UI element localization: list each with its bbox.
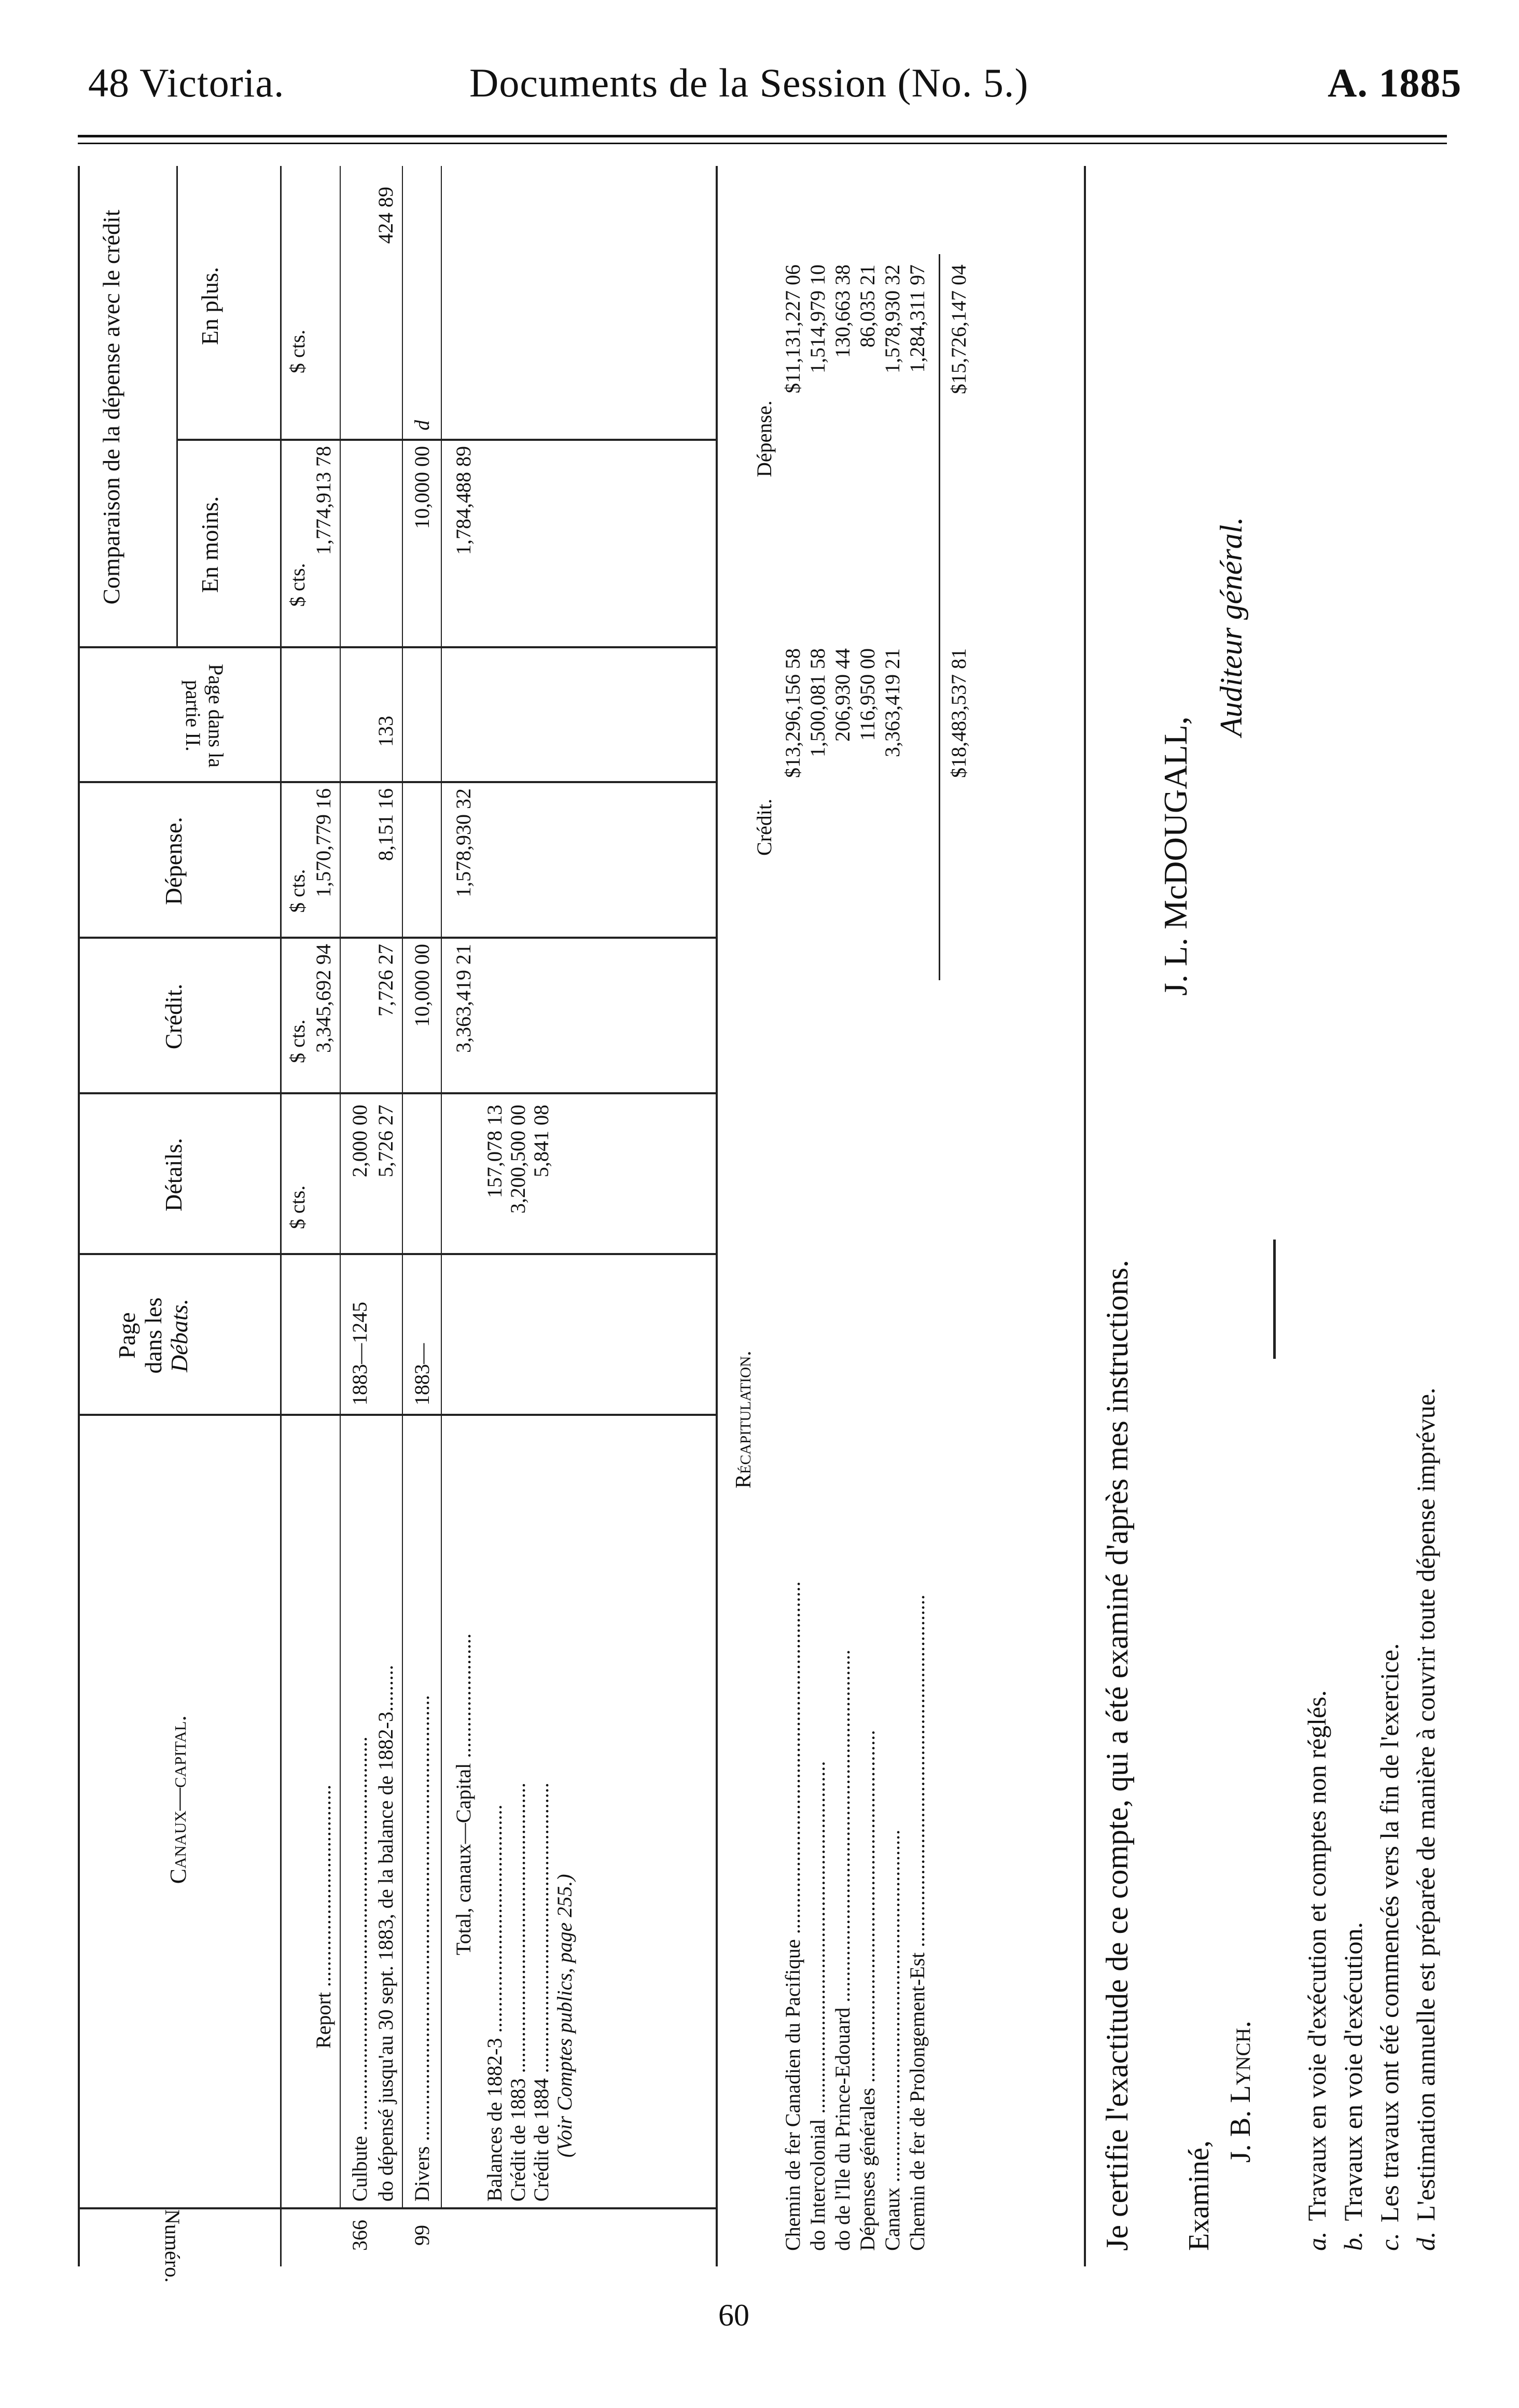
row-rule: [402, 166, 403, 2209]
comparaison-header: Comparaison de la dépense avec le crédit: [98, 210, 124, 605]
page-debats-header: [114, 1265, 193, 1405]
header-rule: [78, 135, 1447, 137]
header-bottom-rule: [280, 166, 282, 2266]
footnote-mark: b.: [1339, 2231, 1368, 2251]
header-rule-double: [78, 143, 1447, 144]
auditor-name: J. L. McDOUGALL,: [1157, 716, 1194, 996]
row-99-label: Divers ......................................................................................: [410, 1695, 434, 2202]
recap-row-depense: 86,035 21: [856, 265, 879, 347]
balance-2-text: Crédit de 1883: [506, 2078, 529, 2202]
document-title: Documents de la Session (No. 5.): [469, 60, 1029, 105]
row-99-credit: 10,000 00: [410, 944, 434, 1027]
footnote-text: Travaux en voie d'exécution et comptes non réglés.: [1302, 1690, 1331, 2221]
table-bottom-rule: [716, 166, 718, 2266]
row-366-text: Culbute: [348, 2136, 371, 2202]
footnote-mark: c.: [1375, 2233, 1404, 2251]
recap-title: Récapitulation.: [732, 1351, 756, 1488]
report-credit: 3,345,692 94: [312, 944, 335, 1053]
row-366-depense: 8,151 16: [374, 788, 397, 861]
footnote-text: L'estimation annuelle est préparée de manière à couvrir toute dépense imprévue.: [1411, 1387, 1440, 2221]
recap-row-text: do de l'Ile du Prince-Edouard: [831, 2007, 854, 2251]
row-366-partie: 133: [374, 716, 397, 747]
comparaison-split-rule: [176, 166, 178, 648]
row-366-plus: 424 89: [374, 187, 397, 244]
row-366-credit: 7,726 27: [374, 944, 397, 1017]
recap-credit-header: Crédit.: [752, 799, 776, 856]
balance-note: (Voir Comptes publics, page 255.): [553, 1874, 576, 2158]
row-99-note-mark: d: [410, 420, 434, 430]
balance-line-2: Crédit de 1883 ........................................................: [506, 1783, 529, 2202]
recap-total-depense: $15,726,147 04: [947, 265, 970, 394]
total-depense: 1,578,930 32: [452, 788, 475, 897]
report-depense: 1,570,779 16: [312, 788, 335, 897]
auditor-title: Auditeur général.: [1214, 517, 1248, 736]
footnote: [1302, 1690, 1332, 2251]
page-partie-header: Page dans la partie II.: [182, 664, 228, 768]
canaux-capital-header: Canaux—capital.: [165, 1715, 191, 1884]
col-divider: [78, 937, 716, 939]
balance-line-3: Crédit de 1884 ........................................................: [529, 1783, 553, 2202]
examine-label: Examiné,: [1183, 2140, 1215, 2251]
recap-row-depense: 130,663 38: [831, 265, 854, 358]
report-label: Report .......................................: [312, 1785, 335, 2049]
recap-row-label: do de l'Ile du Prince-Edouard ....................................................................: [831, 1649, 854, 2251]
row-366-page: 1883—1245: [348, 1302, 371, 1405]
row-366-label: Culbute ............................................................................: [348, 1736, 371, 2202]
recap-row-label: Chemin de fer de Prolongement-Est ....................................................................: [905, 1594, 929, 2251]
notes-divider: [1273, 1240, 1276, 1359]
recap-row-label: Canaux ....................................................................: [881, 1829, 904, 2251]
plus-units: $ cts.: [286, 329, 309, 373]
recap-row-depense: 1,578,930 32: [881, 265, 904, 373]
row-99-number: 99: [410, 2225, 434, 2246]
row-rule: [340, 166, 341, 2209]
row-99-text: Divers: [410, 2146, 434, 2202]
recap-row-credit: 3,363,419 21: [881, 648, 904, 757]
recap-row-credit: 116,950 00: [856, 648, 879, 741]
credit-units: $ cts.: [286, 1019, 309, 1063]
en-moins-header: En moins.: [197, 496, 223, 593]
recap-row-text: Chemin de fer Canadien du Pacifique: [781, 1939, 804, 2251]
recap-row-text: Chemin de fer de Prolongement-Est: [905, 1952, 929, 2251]
report-text: Report: [312, 1992, 335, 2049]
col-divider: [78, 1092, 716, 1094]
recap-row-label: do Intercolonial ....................................................................: [806, 1761, 829, 2251]
row-366-detail-a: 2,000 00: [348, 1105, 371, 1177]
en-plus-header: En plus.: [197, 267, 223, 345]
col-divider: [78, 1253, 716, 1255]
balance-line-1: Balances de 1882-3 ............................................: [483, 1804, 506, 2202]
recap-row-credit: $13,296,156 58: [781, 648, 804, 778]
total-credit: 3,363,419 21: [452, 944, 475, 1053]
total-moins: 1,784,488 89: [452, 446, 475, 555]
footnote: [1374, 1643, 1404, 2251]
footnote-mark: a.: [1302, 2231, 1331, 2251]
total-label: Total, canaux—Capital ........................: [452, 1633, 475, 1955]
details-units: $ cts.: [286, 1185, 309, 1229]
examiner-name: J. B. Lynch.: [1224, 2021, 1257, 2163]
col-divider: [78, 1414, 716, 1416]
credit-header: Crédit.: [160, 983, 187, 1050]
document-year: A. 1885: [1328, 60, 1462, 105]
recap-row-label: Chemin de fer Canadien du Pacifique ....................................................................: [781, 1581, 804, 2251]
table-top-rule: [78, 166, 80, 2266]
rotated-page-content: [57, 166, 1457, 2283]
recap-row-depense: 1,514,979 10: [806, 265, 829, 373]
footnote-text: Travaux en voie d'exécution.: [1339, 1922, 1368, 2221]
recap-total-credit: $18,483,537 81: [947, 648, 970, 778]
recap-row-text: do Intercolonial: [806, 2119, 829, 2251]
recap-row-credit: 206,930 44: [831, 648, 854, 742]
depense-header: Dépense.: [160, 817, 187, 905]
row-366-sub-text: do dépensé jusqu'au 30 sept. 1883, de la balance de 1882-3: [374, 1711, 397, 2202]
balance-value-1: 157,078 13: [483, 1105, 506, 1198]
row-rule: [441, 166, 442, 2209]
col-divider: [176, 439, 716, 441]
balance-value-3: 5,841 08: [529, 1105, 553, 1177]
footnote-mark: d.: [1411, 2231, 1440, 2251]
balance-value-2: 3,200,500 00: [506, 1105, 529, 1214]
row-366-number: 366: [348, 2220, 371, 2251]
report-moins: 1,774,913 78: [312, 446, 335, 555]
page-debats-line3: Débats.: [166, 1299, 193, 1372]
recap-total-rule: [939, 254, 940, 980]
numero-header: Numéro.: [161, 2209, 184, 2283]
balance-3-text: Crédit de 1884: [529, 2078, 553, 2202]
page-debats-line2: dans les: [140, 1297, 166, 1374]
certification-rule: [1084, 166, 1086, 2266]
footnote: [1338, 1922, 1368, 2251]
depense-units: $ cts.: [286, 869, 309, 913]
row-366-sub-label: do dépensé jusqu'au 30 sept. 1883, de la balance de 1882-3.........: [374, 1665, 397, 2202]
recap-row-credit: 1,500,081 58: [806, 648, 829, 757]
recap-row-depense: $11,131,227 06: [781, 265, 804, 394]
page-debats-line1: Page: [114, 1312, 140, 1359]
recap-row-depense: 1,284,311 97: [905, 265, 929, 373]
col-divider: [78, 646, 716, 648]
footnote-text: Les travaux ont été commencés vers la fin de l'exercice.: [1375, 1643, 1404, 2223]
row-99-page: 1883—: [410, 1343, 434, 1405]
balance-1-text: Balances de 1882-3: [483, 2038, 506, 2202]
certification-text: Je certifie l'exactitude de ce compte, qui a été examiné d'après mes instructions.: [1100, 1260, 1134, 2251]
footnote: [1411, 1388, 1441, 2251]
moins-units: $ cts.: [286, 563, 309, 607]
recap-row-text: Canaux: [881, 2187, 904, 2251]
row-99-moins: 10,000 00: [410, 446, 434, 529]
details-header: Détails.: [160, 1138, 187, 1212]
recap-depense-header: Dépense.: [752, 400, 776, 477]
row-366-detail-b: 5,726 27: [374, 1105, 397, 1177]
session-year: 48 Victoria.: [88, 60, 285, 105]
total-text: Total, canaux—Capital: [452, 1763, 475, 1955]
page-number: 60: [718, 2298, 749, 2332]
recap-row-text: Dépenses générales: [856, 2087, 879, 2251]
recap-row-label: Dépenses générales ....................................................................: [856, 1730, 879, 2251]
col-divider: [78, 781, 716, 783]
